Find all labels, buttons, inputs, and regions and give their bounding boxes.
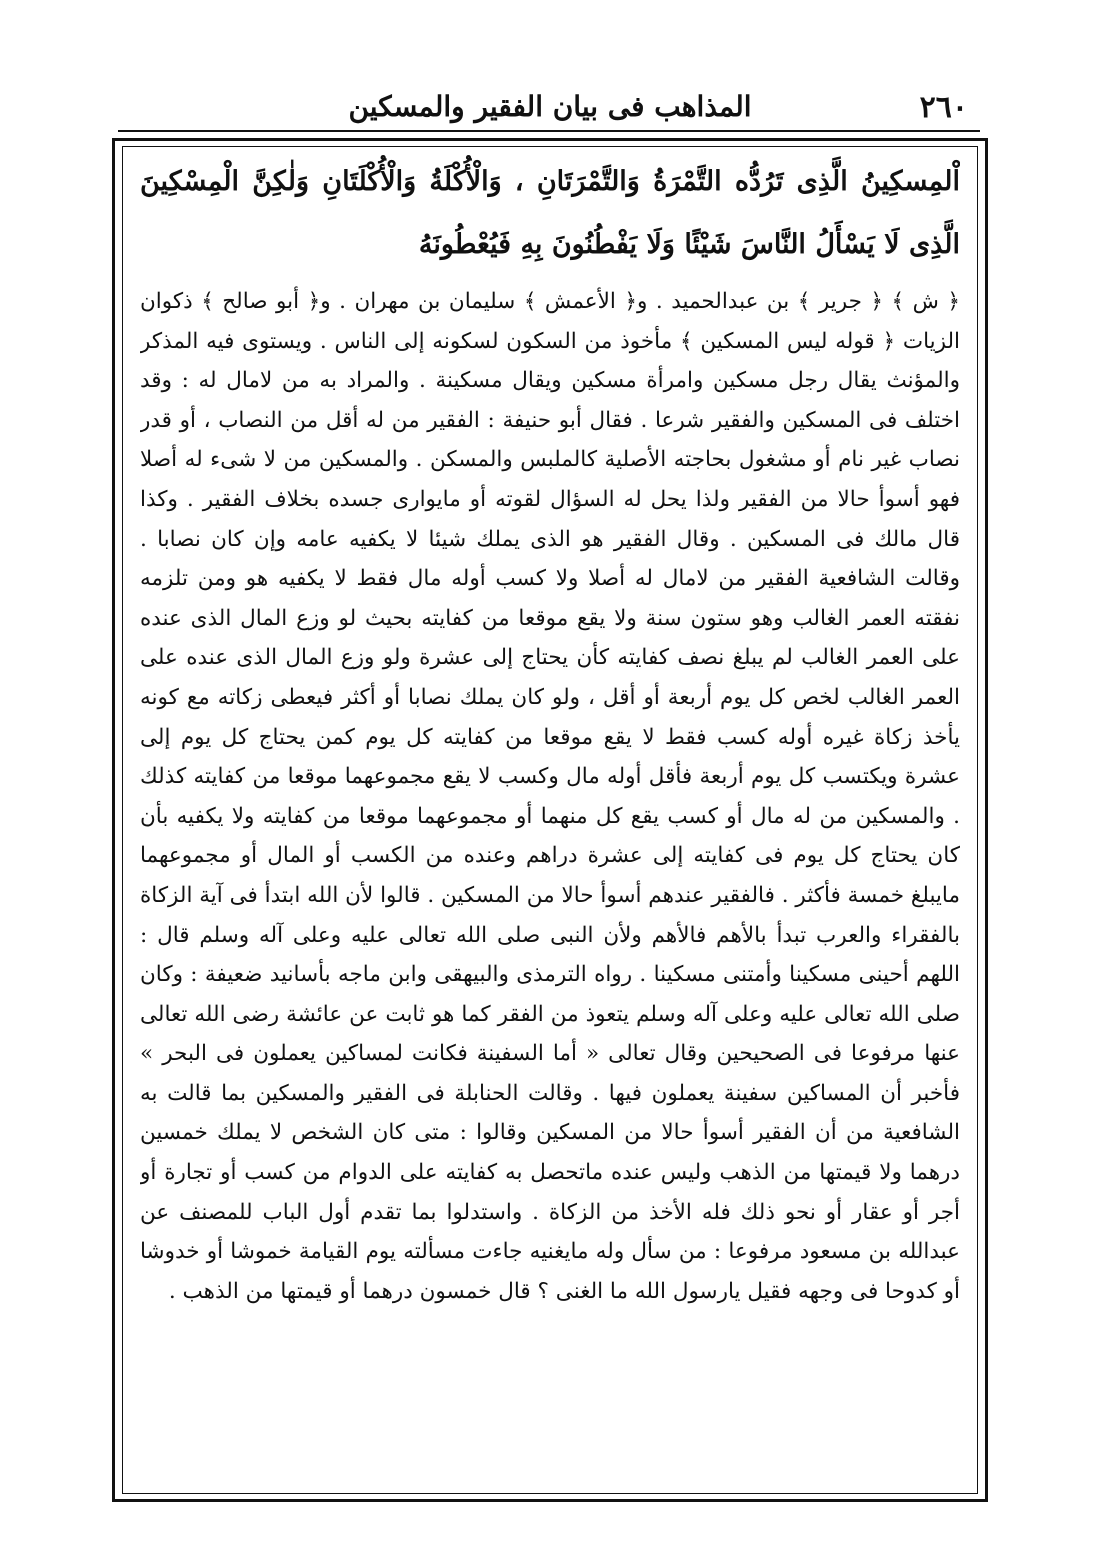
header-rule (118, 130, 980, 132)
hadith-text: اْلمِسكِينُ الَّذِى تَرُدُّه التَّمْرَةُ وَالتَّمْرَتَانِ ، وَالْأُكْلَةُ وَالْأُكْلَتَانِ وَلٰكِنَّ الْمِسْكِينَ الَّذِى لَا يَسْأَلُ النَّاسَ شَيْئًا وَلَا يَفْطُنُونَ بِهِ فَيُعْطُونَهُ (140, 166, 960, 260)
commentary-text: ﴿ ش ﴾ ﴿ جرير ﴾ بن عبدالحميد . و﴿ الأعمش ﴾ سليمان بن مهران . و﴿ أبو صالح ﴾ ذكوان الزيات ﴿ قوله ليس المسكين ﴾ مأخوذ من السكون لسكونه إلى الناس . ويستوى فيه المذكر والمؤنث يقال رجل مسكين وامرأة مسكين ويقال مسكينة . والمراد به من لامال له : وقد اختلف فى المسكين والفقير شرعا . فقال أبو حنيفة : الفقير من له أقل من النصاب ، أو قدر نصاب غير نام أو مشغول بحاجته الأصلية كالملبس والمسكن . والمسكين من لا شىء له أصلا فهو أسوأ حالا من الفقير ولذا يحل له السؤال لقوته أو مايوارى جسده بخلاف الفقير . وكذا قال مالك فى المسكين . وقال الفقير هو الذى يملك شيئا لا يكفيه عامه وإن كان نصابا . وقالت الشافعية الفقير من لامال له أصلا ولا كسب أوله مال فقط لا يكفيه هو ومن تلزمه نفقته العمر الغالب وهو ستون سنة ولا يقع موقعا من كفايته بحيث لو وزع المال الذى عنده على العمر الغالب لم يبلغ نصف كفايته كأن يحتاج إلى عشرة ولو وزع المال الذى عنده على العمر الغالب لخص كل يوم أربعة أو أقل ، ولو كان يملك نصابا أو أكثر فيعطى زكاته مع كونه يأخذ زكاة غيره أوله كسب فقط لا يقع موقعا من كفايته كل يوم كمن يحتاج كل يوم إلى عشرة ويكتسب كل يوم أربعة فأقل أوله مال وكسب لا يقع مجموعهما موقعا من كفايته كذلك . والمسكين من له مال أو كسب يقع كل منهما أو مجموعهما موقعا من كفايته ولا يكفيه بأن كان يحتاج كل يوم فى كفايته إلى عشرة دراهم وعنده من الكسب أو المال أو مجموعهما مايبلغ خمسة فأكثر . فالفقير عندهم أسوأ حالا من المسكين . قالوا لأن الله ابتدأ فى آية الزكاة بالفقراء والعرب تبدأ بالأهم فالأهم ولأن النبى صلى الله تعالى عليه وعلى آله وسلم قال : اللهم أحينى مسكينا وأمتنى مسكينا . رواه الترمذى والبيهقى وابن ماجه بأسانيد ضعيفة : وكان صلى الله تعالى عليه وعلى آله وسلم يتعوذ من الفقر كما هو ثابت عن عائشة رضى الله تعالى عنها مرفوعا فى الصحيحين وقال تعالى « أما السفينة فكانت لمساكين يعملون فى البحر » فأخبر أن المساكين سفينة يعملون فيها . وقالت الحنابلة فى الفقير والمسكين بما قالت به الشافعية من أن الفقير أسوأ حالا من المسكين وقالوا : متى كان الشخص لا يملك خمسين درهما ولا قيمتها من الذهب وليس عنده ماتحصل به كفايته على الدوام من كسب أو تجارة أو أجر أو عقار أو نحو ذلك فله الأخذ من الزكاة . واستدلوا بما تقدم أول الباب للمصنف عن عبدالله بن مسعود مرفوعا : من سأل وله مايغنيه جاءت مسألته يوم القيامة خموشا أو خدوشا أو كدوحا فى وجهه فقيل يارسول الله ما الغنى ؟ قال خمسون درهما أو قيمتها من الذهب . (140, 289, 960, 1304)
running-title: المذاهب فى بيان الفقير والمسكين (348, 90, 752, 123)
page-content (140, 150, 960, 1485)
page-number: ٢٦٠ (919, 90, 968, 125)
page-header (120, 84, 980, 130)
